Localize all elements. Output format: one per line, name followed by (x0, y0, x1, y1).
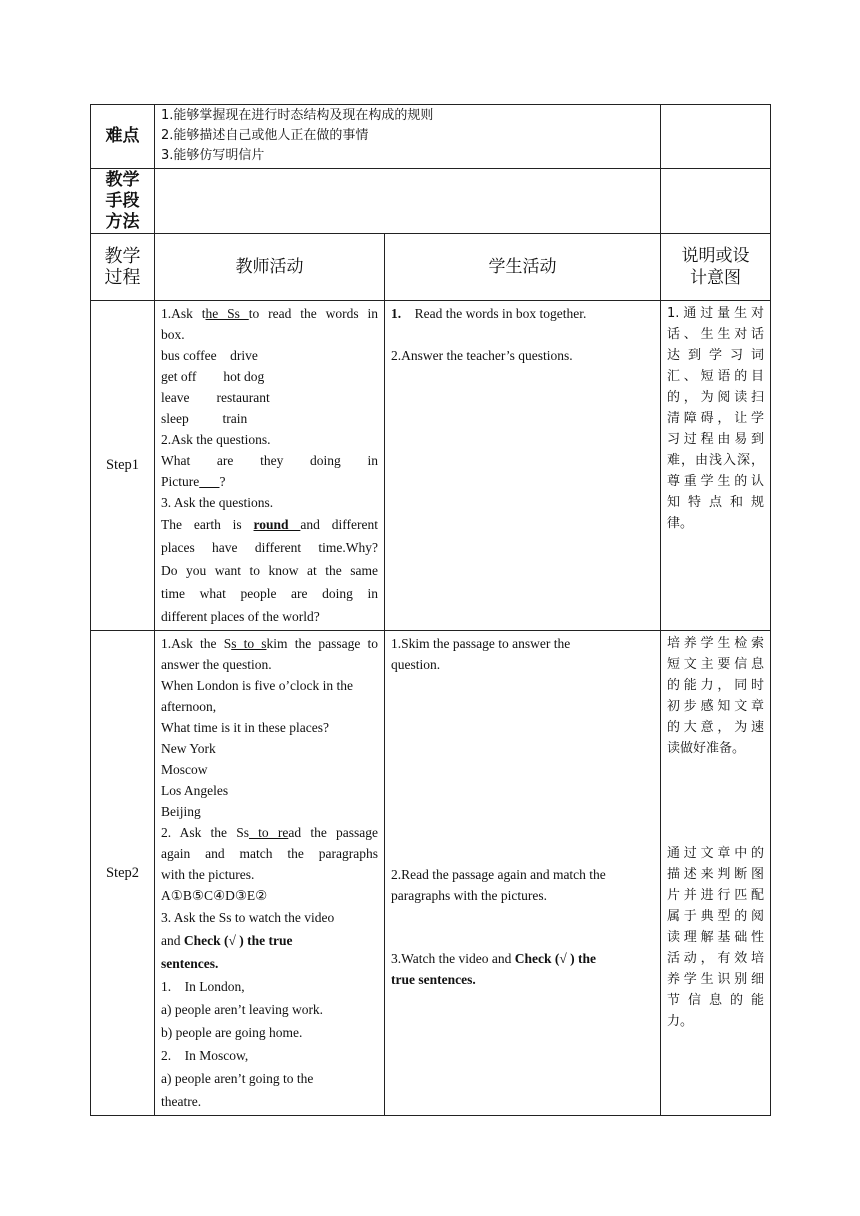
note-line: 难，由浅入深， (667, 453, 764, 468)
student-line: 2.Read the passage again and match the (391, 867, 606, 882)
note-line: 养学生识别细 (667, 972, 764, 987)
teacher-line: a) people aren’t going to the (161, 1071, 314, 1086)
note-line: 习过程由易到 (667, 432, 764, 447)
teacher-line: b) people are going home. (161, 1025, 303, 1040)
step1-student (385, 301, 661, 631)
notes-header: 说明或设计意图 (661, 234, 771, 301)
note-line: 达到学习词 (667, 348, 764, 363)
city-line: Los Angeles (161, 783, 229, 798)
note-line: 的，为阅读扫 (667, 390, 764, 405)
word-list-line: leave restaurant (161, 390, 270, 405)
teacher-line: 1.Ask the Ss to read the words in (161, 306, 378, 321)
student-activity-header: 学生活动 (385, 234, 661, 301)
word-list-line: get off hot dog (161, 369, 265, 384)
note-line: 描述来判断图 (667, 867, 764, 882)
note-line: 培养学生检索 (667, 636, 764, 651)
note-line: 力。 (667, 1014, 694, 1029)
difficulty-items (155, 105, 661, 169)
lesson-plan-table (90, 104, 771, 1116)
note-line: 读做好准备。 (667, 741, 746, 756)
step1-teacher (155, 301, 385, 631)
teacher-line: Picture ? (161, 474, 226, 489)
methods-row (91, 169, 771, 234)
note-line: 知特点和规 (667, 495, 764, 510)
step2-teacher (155, 631, 385, 1116)
step1-notes (661, 301, 771, 631)
methods-content (155, 169, 661, 234)
note-line: 尊重学生的认 (667, 474, 764, 489)
teacher-line: answer the question. (161, 657, 272, 672)
methods-notes (661, 169, 771, 234)
teacher-line: box. (161, 327, 185, 342)
difficulty-item: 3.能够仿写明信片 (161, 148, 265, 163)
step1-label: Step1 (91, 301, 155, 631)
teacher-line: sentences. (161, 956, 219, 971)
note-line: 初步感知文章 (667, 699, 764, 714)
note-line: 的大意，为速 (667, 720, 764, 735)
teacher-line: 3. Ask the Ss to watch the video (161, 910, 335, 925)
note-line: 清障碍，让学 (667, 411, 764, 426)
teacher-line: 1. In London, (161, 979, 245, 994)
answer-key: A①B⑤C④D③E② (161, 888, 268, 903)
student-line: paragraphs with the pictures. (391, 888, 547, 903)
teacher-line: 3. Ask the questions. (161, 495, 274, 510)
step2-student (385, 631, 661, 1116)
difficulty-item: 1.能够掌握现在进行时态结构及现在构成的规则 (161, 108, 434, 123)
teacher-line: Do you want to know at the same (161, 563, 378, 578)
teacher-line: 1.Ask the Ss to skim the passage to (161, 636, 378, 651)
teacher-line: and Check (√ ) the true (161, 933, 293, 948)
city-line: Moscow (161, 762, 208, 777)
note-line: 短文主要信息 (667, 657, 764, 672)
teacher-line: different places of the world? (161, 609, 320, 624)
teacher-line: a) people aren’t leaving work. (161, 1002, 324, 1017)
note-line: 片并进行匹配 (667, 888, 764, 903)
teacher-line: time what people are doing in (161, 586, 378, 601)
teacher-line: places have different time.Why? (161, 540, 378, 555)
teacher-line: 2. Ask the Ss to read the passage (161, 825, 378, 840)
city-line: Beijing (161, 804, 201, 819)
process-label: 教学过程 (91, 234, 155, 301)
difficulty-notes (661, 105, 771, 169)
teacher-activity-header: 教师活动 (155, 234, 385, 301)
step2-label: Step2 (91, 631, 155, 1116)
student-line: true sentences. (391, 972, 476, 987)
note-line: 律。 (667, 516, 694, 531)
word-list-line: bus coffee drive (161, 348, 258, 363)
note-line: 1.通过量生对 (667, 306, 764, 321)
note-line: 汇、短语的目 (667, 369, 764, 384)
student-line: 1. Read the words in box together. (391, 306, 587, 321)
step2-notes (661, 631, 771, 1116)
difficulty-label: 难点 (91, 105, 155, 169)
difficulty-row (91, 105, 771, 169)
teacher-line: What are they doing in (161, 453, 378, 468)
word-list-line: sleep train (161, 411, 248, 426)
teacher-line: again and match the paragraphs (161, 846, 378, 861)
step2-row (91, 631, 771, 1116)
student-line: 2.Answer the teacher’s questions. (391, 348, 573, 363)
teacher-line: When London is five o’clock in the (161, 678, 353, 693)
teacher-line: with the pictures. (161, 867, 255, 882)
methods-label: 教学手段方法 (91, 169, 155, 234)
teacher-line: theatre. (161, 1094, 202, 1109)
note-line: 节信息的能 (667, 993, 764, 1008)
note-line: 的能力，同时 (667, 678, 764, 693)
difficulty-item: 2.能够描述自己或他人正在做的事情 (161, 128, 369, 143)
note-line: 读理解基础性 (667, 930, 764, 945)
student-line: 1.Skim the passage to answer the (391, 636, 571, 651)
teacher-line: 2. In Moscow, (161, 1048, 249, 1063)
note-line: 活动，有效培 (667, 951, 764, 966)
student-line: question. (391, 657, 441, 672)
teacher-line: 2.Ask the questions. (161, 432, 271, 447)
student-line: 3.Watch the video and Check (√ ) the (391, 951, 597, 966)
note-line: 通过文章中的 (667, 846, 764, 861)
teacher-line: The earth is round and different (161, 517, 378, 532)
process-header-row (91, 234, 771, 301)
note-line: 话、生生对话 (667, 327, 764, 342)
city-line: New York (161, 741, 216, 756)
teacher-line: What time is it in these places? (161, 720, 329, 735)
teacher-line: afternoon, (161, 699, 217, 714)
note-line: 属于典型的阅 (667, 909, 764, 924)
step1-row (91, 301, 771, 631)
